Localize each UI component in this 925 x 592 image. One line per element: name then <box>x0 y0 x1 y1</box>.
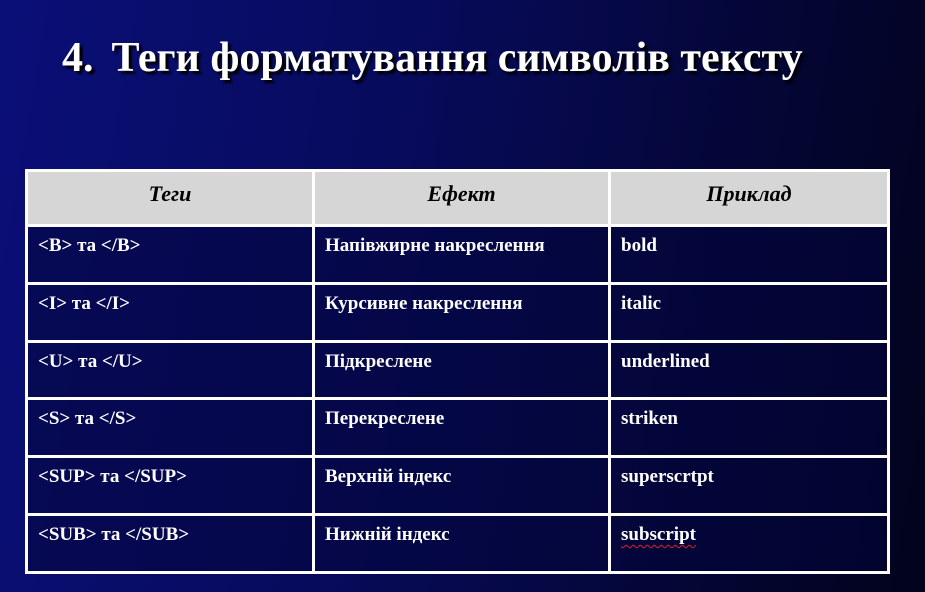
table-row <box>27 457 889 515</box>
tags-table <box>25 169 890 574</box>
table-row <box>27 341 889 399</box>
table-row <box>27 515 889 573</box>
header-example: Приклад <box>610 171 889 226</box>
effect-cell: Нижній індекс <box>314 515 610 573</box>
effect-cell: Напівжирне накреслення <box>314 226 610 284</box>
spellcheck-word: subscript <box>621 524 696 546</box>
example-cell: underlined <box>610 341 889 399</box>
tag-cell: <B> та </B> <box>27 226 314 284</box>
effect-cell: Курсивне накреслення <box>314 283 610 341</box>
slide-number: 4. <box>62 35 94 81</box>
table-row <box>27 399 889 457</box>
example-cell <box>610 515 889 573</box>
effect-cell: Перекреслене <box>314 399 610 457</box>
slide-title <box>62 34 803 82</box>
table-row <box>27 283 889 341</box>
slide-title-text: Теги форматування символів тексту <box>111 35 803 81</box>
example-cell: bold <box>610 226 889 284</box>
tag-cell: <I> та </I> <box>27 283 314 341</box>
example-cell: striken <box>610 399 889 457</box>
header-effect: Ефект <box>314 171 610 226</box>
tag-cell: <S> та </S> <box>27 399 314 457</box>
tag-cell: <SUP> та </SUP> <box>27 457 314 515</box>
tag-cell: <U> та </U> <box>27 341 314 399</box>
example-cell: italic <box>610 283 889 341</box>
tag-cell: <SUB> та </SUB> <box>27 515 314 573</box>
example-cell: superscrtpt <box>610 457 889 515</box>
effect-cell: Підкреслене <box>314 341 610 399</box>
header-tags: Теги <box>27 171 314 226</box>
effect-cell: Верхній індекс <box>314 457 610 515</box>
table-header-row <box>27 171 889 226</box>
table-row <box>27 226 889 284</box>
